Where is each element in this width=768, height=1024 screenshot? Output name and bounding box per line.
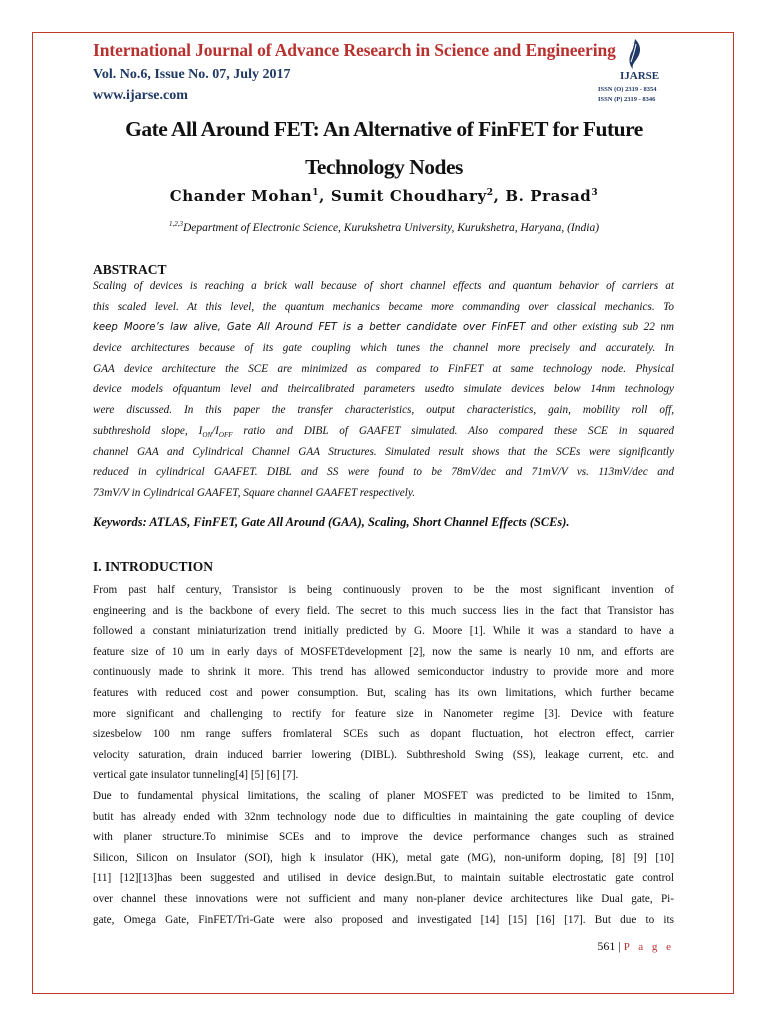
intro-line: features with reduced cost and power consumption. But, scaling has its own limitations, which further became: [93, 686, 674, 699]
abstract-text: /I: [212, 424, 219, 437]
intro-line: feature size of 10 um in early days of MOSFETdevelopment [2], now the same is nearly 10 nm, and efforts are: [93, 645, 674, 658]
affiliation-mark: 1,2,3: [168, 220, 183, 228]
journal-title: International Journal of Advance Research in Science and Engineering: [93, 40, 616, 60]
page-word: P a g e: [623, 941, 674, 953]
affiliation-text: Department of Electronic Science, Kurukshetra University, Kurukshetra, Haryana, (India): [182, 221, 600, 234]
intro-line: engineering and is the backbone of every field. The secret to this much success lies in the fact that Transistor has: [93, 604, 674, 617]
author-name: Sumit Choudhary: [330, 187, 487, 205]
abstract-line: [93, 317, 674, 338]
issn-online: ISSN (O) 2319 - 8354: [598, 86, 657, 93]
intro-line: with planer structure.To minimise SCEs and to improve the device performance changes such as strained: [93, 831, 674, 844]
abstract-line: device models ofquantum level and theircalibrated parameters usedto simulate devices below 14nm technology: [93, 383, 674, 396]
intro-line: sizesbelow 100 nm range suffers fromlateral SCEs such as dopant fluctuation, hot electron effect, carrier: [93, 728, 674, 741]
issn-print: ISSN (P) 2319 - 8346: [598, 96, 656, 103]
abstract-line-tail: and other existing sub 22 nm: [525, 321, 674, 334]
page-number: 561: [597, 939, 616, 953]
abstract-line: 73mV/V in Cylindrical GAAFET, Square channel GAAFET respectively.: [93, 486, 415, 499]
intro-line: followed a constant miniaturization trend initially predicted by G. Moore [1]. While it was a standard to have a: [93, 625, 674, 638]
author-separator: ,: [493, 187, 506, 205]
journal-website[interactable]: www.ijarse.com: [93, 88, 188, 103]
journal-volume: Vol. No.6, Issue No. 07, July 2017: [93, 67, 291, 82]
abstract-body: [93, 276, 674, 504]
keywords: Keywords: ATLAS, FinFET, Gate All Around (GAA), Scaling, Short Channel Effects (SCEs).: [93, 515, 570, 529]
abstract-line: channel GAA and Cylindrical Channel GAA Structures. Simulated result shows that the SCEs were significantly: [93, 445, 674, 458]
intro-line: more significant and challenging to rectify for feature size in Nanometer regime [3]. Device with feature: [93, 707, 674, 720]
author-affiliation-mark: 1: [312, 188, 320, 198]
subscript-on: ON: [202, 431, 213, 440]
abstract-line: GAA device architecture the SCE are minimized as compared to FinFET at same technology node. Physical: [93, 362, 674, 375]
intro-line: vertical gate insulator tunneling[4] [5] [6] [7].: [93, 769, 299, 782]
abstract-heading: ABSTRACT: [93, 262, 167, 277]
author-name: Chander Mohan: [169, 187, 313, 205]
author-affiliation-mark: 3: [591, 188, 599, 198]
abstract-text: ratio and DIBL of GAAFET simulated. Also compared these SCE in squared: [232, 424, 674, 437]
introduction-heading: I. INTRODUCTION: [93, 559, 214, 574]
ijarse-feather-icon: [624, 38, 646, 70]
abstract-highlight: keep Moore’s law alive, Gate All Around FET is a better candidate over FinFET: [93, 322, 526, 334]
author-name: B. Prasad: [505, 187, 592, 205]
intro-line: Due to fundamental physical limitations, the scaling of planer MOSFET was predicted to be limited to 15nm,: [93, 789, 674, 802]
intro-line: gate, Omega Gate, FinFET/Tri-Gate were also proposed and investigated [14] [15] [16] [17]. But due to its: [93, 913, 674, 926]
paper-title-line-2: Technology Nodes: [305, 155, 463, 179]
abstract-line: Scaling of devices is reaching a brick wall because of short channel effects and quantum behavior of carriers at: [93, 280, 674, 292]
introduction-body: [93, 580, 674, 930]
author-separator: ,: [319, 187, 331, 205]
intro-line: over channel these innovations were not sufficient and many non-planer device architectures like Dual gate, Pi-: [93, 892, 674, 905]
abstract-line: [93, 421, 674, 442]
abstract-text: subthreshold slope, I: [93, 424, 203, 437]
subscript-off: OFF: [218, 431, 233, 440]
author-affiliation-mark: 2: [486, 188, 494, 198]
intro-line: [11] [12][13]has been suggested and utilised in device design.But, to maintain suitable electrostatic gate control: [93, 872, 674, 885]
intro-line: Silicon, Silicon on Insulator (SOI), high k insulator (HK), metal gate (MG), non-uniform doping, [8] [9] [10]: [93, 851, 674, 864]
page-footer: [597, 939, 674, 954]
logo-text: IJARSE: [620, 70, 660, 82]
affiliation: [60, 220, 708, 234]
abstract-line: this scaled level. At this level, the quantum mechanics became more commanding over classical mechanics. To: [93, 300, 674, 313]
abstract-line: device architectures because of its gate coupling which tunes the channel more precisely and accurately. In: [93, 342, 674, 355]
footer-separator: |: [618, 939, 621, 953]
author-list: [60, 187, 708, 205]
paper-title-line-1: Gate All Around FET: An Alternative of FinFET for Future: [125, 117, 643, 141]
intro-line: butit has already ended with 32nm technology node due to difficulties in maintaining the gate coupling of device: [93, 810, 674, 823]
journal-logo: [596, 38, 680, 110]
intro-line: continuously made to shrink it more. This trend has allowed semiconductor industry to provide more and more: [93, 666, 674, 679]
intro-line: From past half century, Transistor is being continuously proven to be the most significant invention of: [93, 584, 674, 596]
abstract-line: reduced in cylindrical GAAFET. DIBL and SS were found to be 78mV/dec and 71mV/V vs. 113mV/dec and: [93, 466, 674, 479]
intro-line: velocity saturation, drain induced barrier lowering (DIBL). Subthreshold Swing (SS), leakage current, etc. and: [93, 748, 674, 761]
abstract-line: were discussed. In this paper the transfer characteristics, output characteristics, gain, mobility roll off,: [93, 404, 674, 417]
